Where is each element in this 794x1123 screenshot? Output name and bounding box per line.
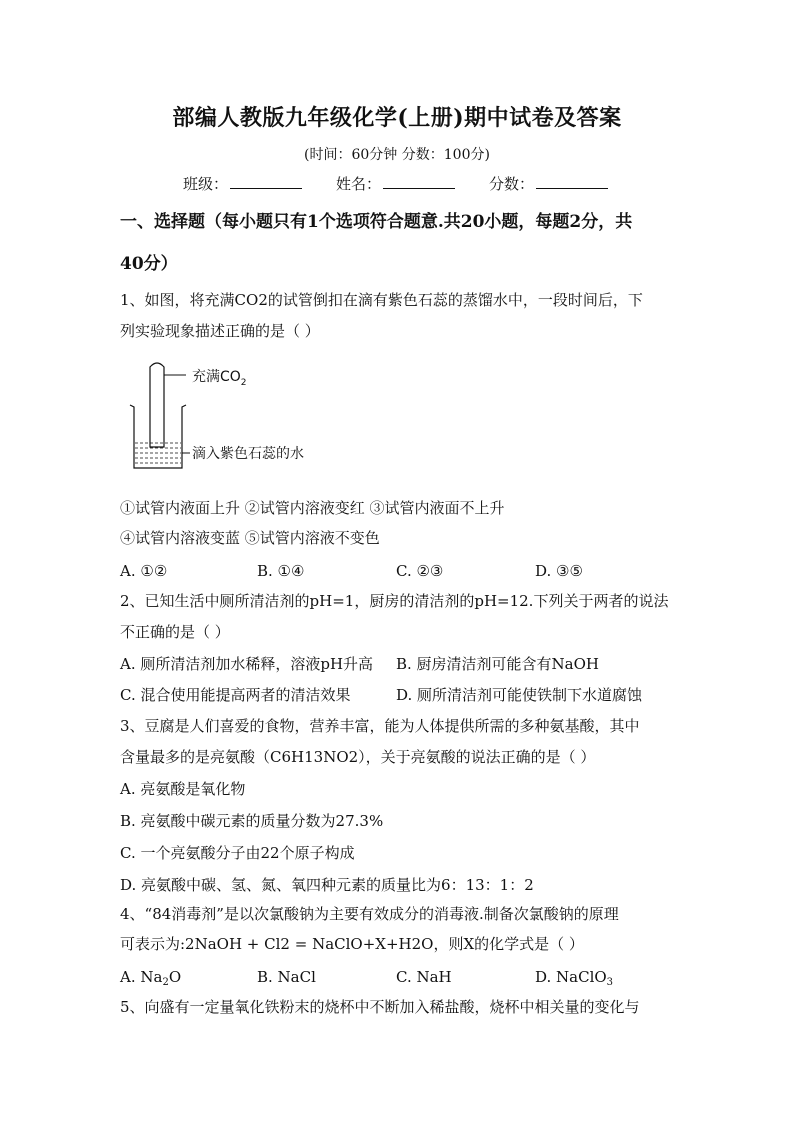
section-heading: 一、选择题（每小题只有1个选项符合题意.共20小题，每题2分，共 — [120, 212, 633, 232]
q2-stem-line2: 不正确的是（ ） — [120, 623, 230, 641]
section-heading-cont: 40分） — [120, 254, 178, 274]
exam-meta: (时间：60分钟 分数：100分) — [304, 147, 490, 163]
q2-stem-line1: 2、已知生活中厕所清洁剂的pH=1，厨房的清洁剂的pH=12.下列关于两者的说法 — [120, 592, 669, 610]
name-field — [336, 174, 455, 194]
q4-stem-line2: 可表示为:2NaOH + Cl2 = NaClO+X+H2O，则X的化学式是（ ） — [120, 935, 584, 953]
q1-statements-2: ④试管内溶液变蓝 ⑤试管内溶液不变色 — [120, 529, 380, 547]
fig-label-co2: 充满$CO_2$ — [192, 369, 247, 388]
q2-option-b[interactable]: B. 厨房清洁剂可能含有NaOH — [396, 655, 600, 673]
q1-statements-1: ①试管内液面上升 ②试管内溶液变红 ③试管内液面不上升 — [120, 499, 505, 517]
liquid-hatch — [135, 443, 181, 463]
q3-option-a[interactable]: A. 亮氨酸是氧化物 — [120, 780, 246, 798]
beaker — [130, 405, 186, 468]
q2-option-c[interactable]: C. 混合使用能提高两者的清洁效果 — [120, 686, 351, 704]
page-title: 部编人教版九年级化学(上册)期中试卷及答案 — [172, 105, 622, 131]
q4-option-b[interactable]: B. NaCl — [257, 968, 316, 986]
class-label: 班级： — [183, 175, 229, 193]
fig-label-water: 滴入紫色石蕊的水 — [192, 446, 304, 462]
q4-option-a[interactable]: A. $Na_2O$ — [120, 968, 182, 988]
q3-stem-line1: 3、豆腐是人们喜爱的食物，营养丰富，能为人体提供所需的多种氨基酸，其中 — [120, 717, 640, 735]
score-label: 分数： — [489, 175, 535, 193]
name-blank[interactable] — [383, 174, 455, 189]
q5-stem-line1: 5、向盛有一定量氧化铁粉末的烧杯中不断加入稀盐酸，烧杯中相关量的变化与 — [120, 998, 640, 1016]
q2-option-d[interactable]: D. 厕所清洁剂可能使铁制下水道腐蚀 — [396, 686, 643, 704]
score-field — [489, 174, 608, 194]
score-blank[interactable] — [536, 174, 608, 189]
q3-stem-line2: 含量最多的是亮氨酸（C6H13NO2），关于亮氨酸的说法正确的是（ ） — [120, 748, 596, 766]
q1-option-b[interactable]: B. ①④ — [257, 562, 305, 580]
q1-figure — [118, 355, 338, 475]
q3-option-b[interactable]: B. 亮氨酸中碳元素的质量分数为27.3% — [120, 812, 384, 830]
q4-option-d[interactable]: D. NaClO$_3$ — [535, 968, 614, 988]
q2-option-a[interactable]: A. 厕所清洁剂加水稀释，溶液pH升高 — [120, 655, 374, 673]
class-blank[interactable] — [230, 174, 302, 189]
q1-stem-line2: 列实验现象描述正确的是（ ） — [120, 322, 320, 340]
q1-option-a[interactable]: A. ①② — [120, 562, 168, 580]
q1-option-c[interactable]: C. ②③ — [396, 562, 444, 580]
q1-option-d[interactable]: D. ③⑤ — [535, 562, 583, 580]
q3-option-d[interactable]: D. 亮氨酸中碳、氢、氮、氧四种元素的质量比为6：13：1：2 — [120, 876, 534, 894]
q4-stem-line1: 4、“84消毒剂”是以次氯酸钠为主要有效成分的消毒液.制备次氯酸钠的原理 — [120, 905, 619, 923]
name-label: 姓名： — [336, 175, 382, 193]
test-tube — [150, 363, 164, 447]
class-field — [183, 174, 302, 194]
q1-stem-line1: 1、如图，将充满CO2的试管倒扣在滴有紫色石蕊的蒸馏水中，一段时间后，下 — [120, 291, 643, 309]
q3-option-c[interactable]: C. 一个亮氨酸分子由22个原子构成 — [120, 844, 355, 862]
q4-option-c[interactable]: C. NaH — [396, 968, 452, 986]
